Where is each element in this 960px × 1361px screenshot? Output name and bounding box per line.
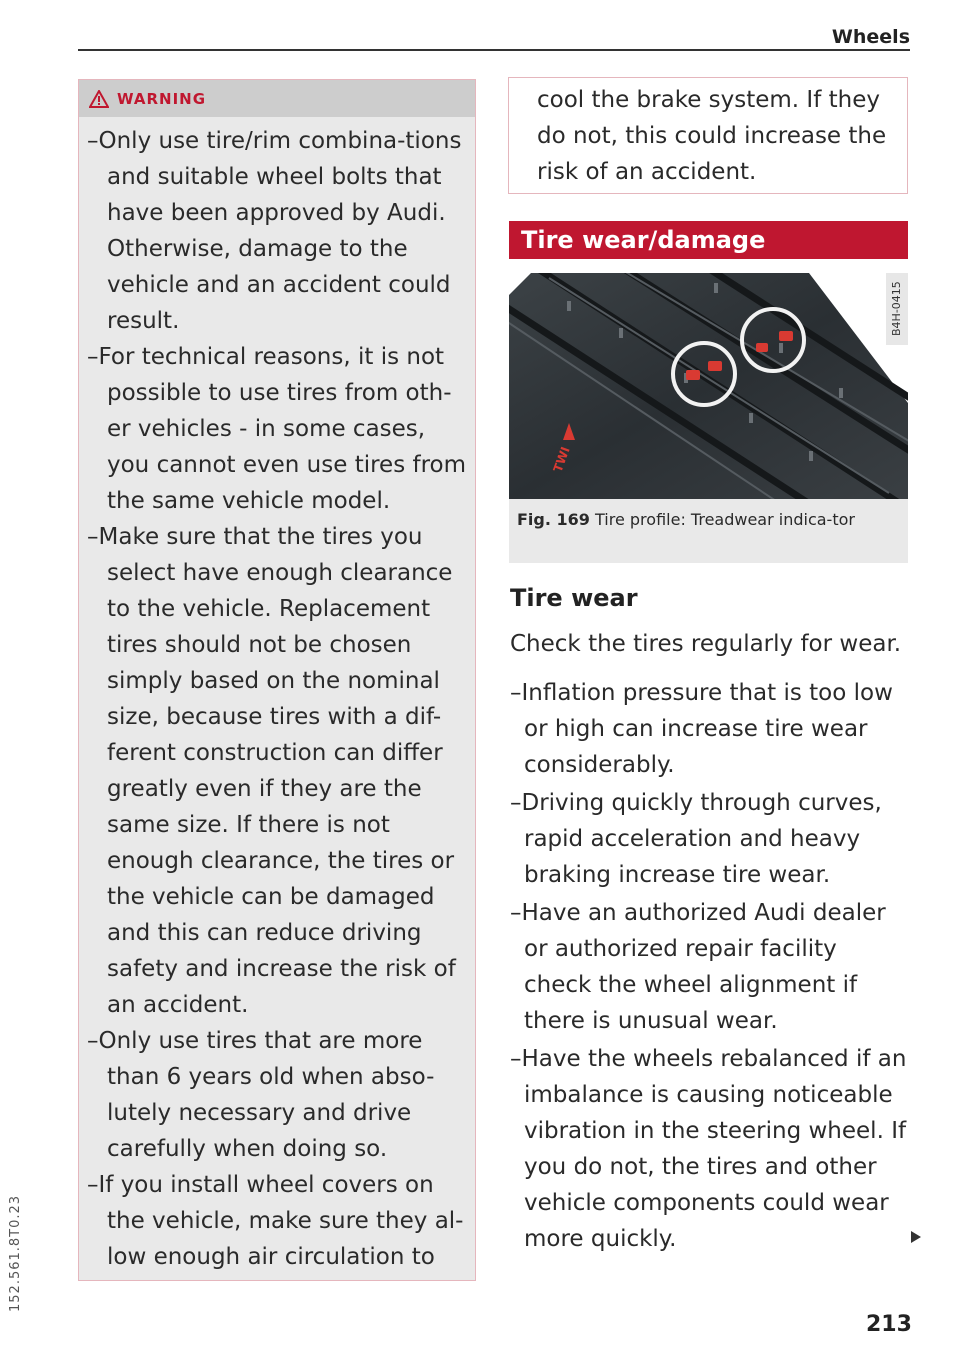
warning-list xyxy=(79,117,475,1275)
warning-item: –Only use tire/rim combina-tions and suitable wheel bolts that have been approved by Audi. Otherwise, damage to the vehicle and an accident could result. xyxy=(87,128,462,334)
tire-tread-image xyxy=(509,273,908,499)
warning-item: –Only use tires that are more than 6 years old when abso-lutely necessary and drive carefully when doing so. xyxy=(87,1028,435,1162)
subheading: Tire wear xyxy=(510,584,638,612)
warning-item: –Make sure that the tires you select have enough clearance to the vehicle. Replacement tires should not be chosen simply based on the nominal size, because tires with a dif-ferent construction can differ greatly even if they are the same size. If there is not enough clearance, the tires or the vehicle can be damaged and this can reduce driving safety and increase the risk of an accident. xyxy=(87,524,456,1018)
twi-label: TWI xyxy=(550,444,573,475)
list-item: –Driving quickly through curves, rapid acceleration and heavy braking increase tire wear. xyxy=(510,790,882,888)
list-item: –Have an authorized Audi dealer or authorized repair facility check the wheel alignment if there is unusual wear. xyxy=(510,900,886,1034)
document-code: 152.561.8T0.23 xyxy=(8,1194,23,1312)
header-rule xyxy=(78,49,910,51)
continue-arrow-icon xyxy=(910,1230,922,1244)
warning-label: WARNING xyxy=(117,89,207,108)
warning-item: –If you install wheel covers on the vehicle, make sure they al-low enough air circulation to xyxy=(87,1172,464,1270)
intro-text: Check the tires regularly for wear. xyxy=(510,631,902,657)
warning-triangle-icon xyxy=(89,90,109,108)
list-item: –Inflation pressure that is too low or high can increase tire wear considerably. xyxy=(510,680,893,778)
figure-caption xyxy=(509,499,908,563)
tire-profile-figure xyxy=(509,273,908,499)
list-item: –Have the wheels rebalanced if an imbalance is causing noticeable vibration in the steering wheel. If you do not, the tires and other vehicle components could wear more quickly. xyxy=(510,1046,907,1252)
figure-label: Fig. 169 xyxy=(517,510,590,529)
page-number: 213 xyxy=(866,1312,912,1337)
wear-bullet-list xyxy=(510,675,910,1259)
section-header: Wheels xyxy=(831,26,910,48)
figure-caption-text: Tire profile: Treadwear indica-tor xyxy=(595,510,855,529)
warning-item: –For technical reasons, it is not possible to use tires from oth-er vehicles - in some cases, you cannot even use tires from the same vehicle model. xyxy=(87,344,467,514)
warning-continuation: cool the brake system. If they do not, this could increase the risk of an accident. xyxy=(508,77,908,194)
figure-code: B4H-0415 xyxy=(886,273,908,345)
warning-header xyxy=(79,80,475,117)
section-title: Tire wear/damage xyxy=(509,221,908,259)
warning-box xyxy=(78,79,476,1281)
